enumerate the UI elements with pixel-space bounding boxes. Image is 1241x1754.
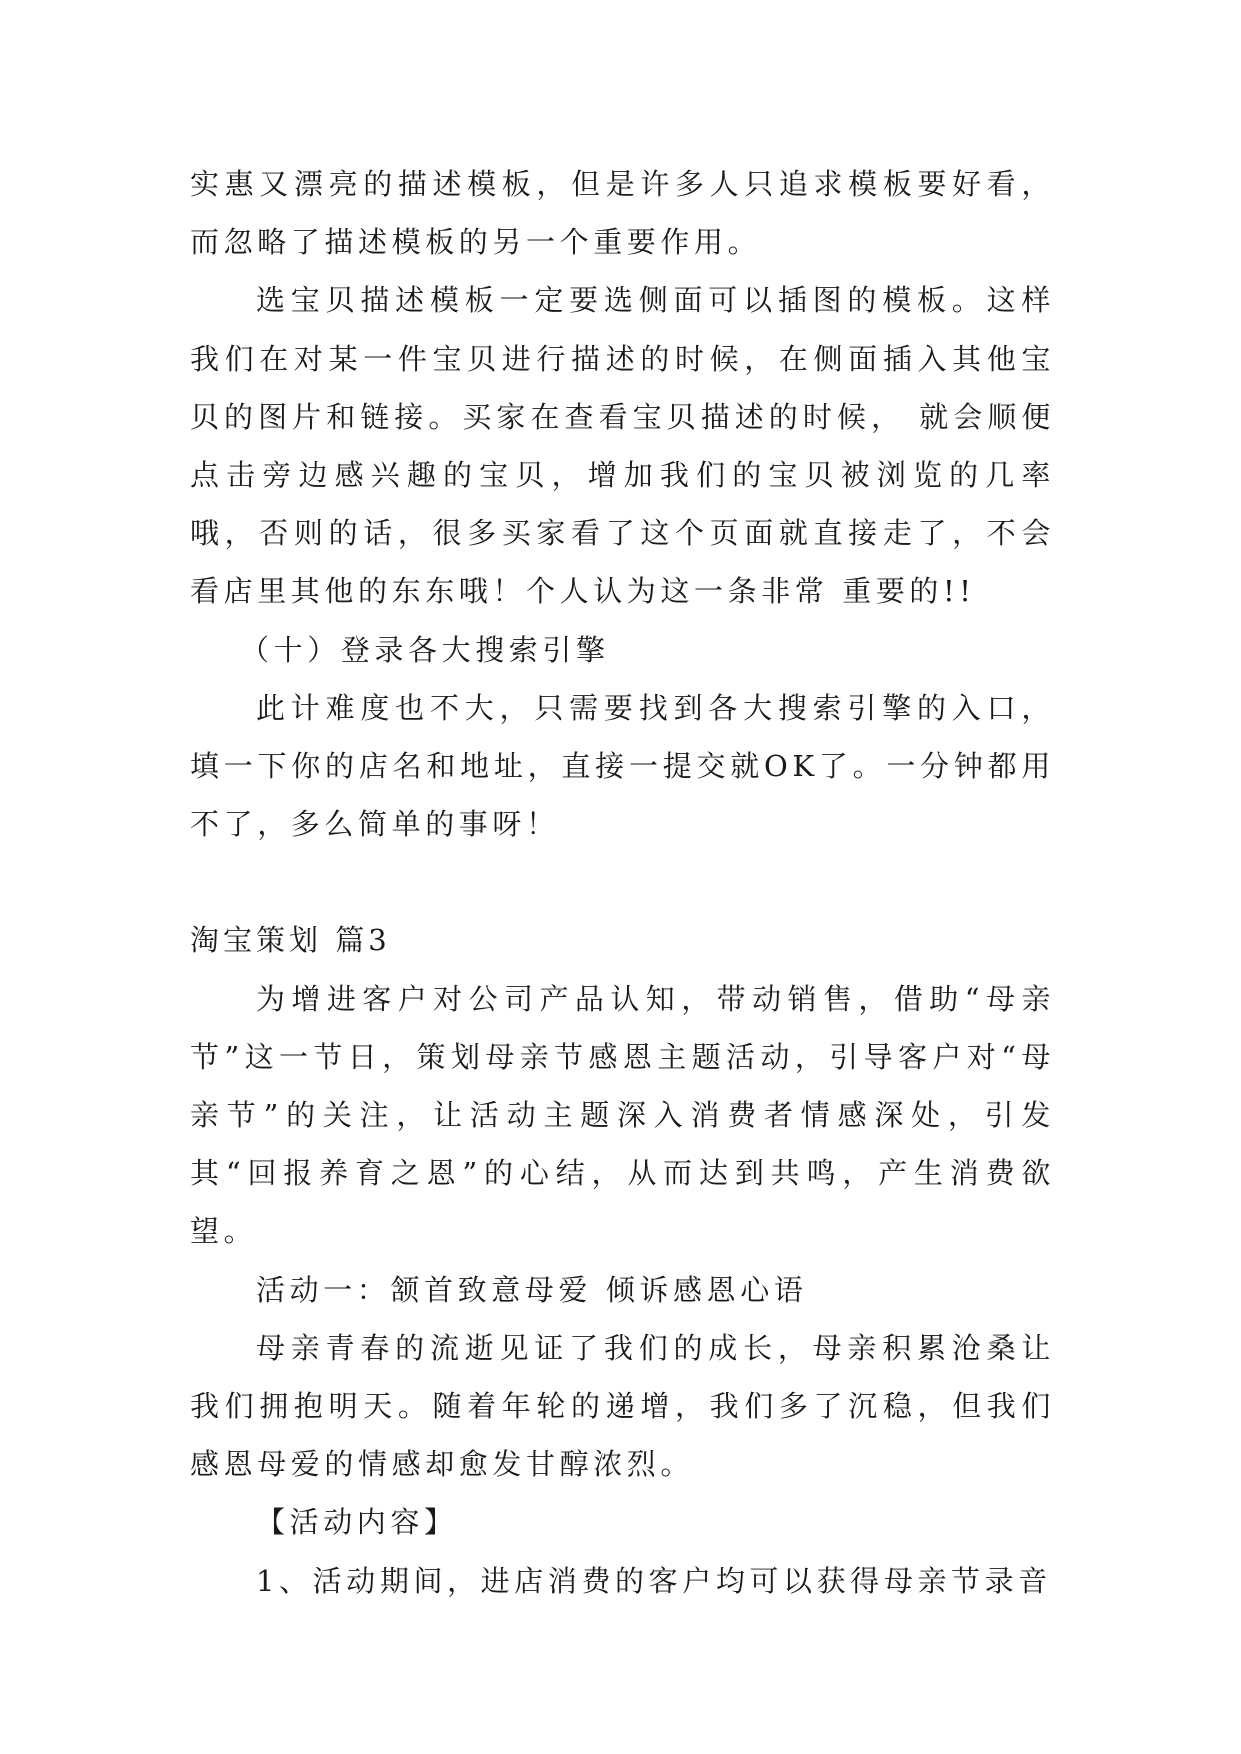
paragraph-search-engines: 此计难度也不大，只需要找到各大搜索引擎的入口，填一下你的店名和地址，直接一提交就OK了。一分钟都用不了，多么简单的事呀！: [190, 690, 1055, 842]
activity-content-label: 【活动内容】: [256, 1505, 458, 1540]
paragraph-template-intro: 实惠又漂亮的描述模板，但是许多人只追求模板要好看，而忽略了描述模板的另一个重要作用。: [190, 167, 1055, 260]
document-body: [190, 155, 1055, 1610]
paragraph-template-choice: 选宝贝描述模板一定要选侧面可以插图的模板。这样我们在对某一件宝贝进行描述的时候，在侧面插入其他宝贝的图片和链接。买家在查看宝贝描述的时候， 就会顺便点击旁边感兴趣的宝贝，增加我们的宝贝被浏览的几率哦，否则的话，很多买家看了这个页面就直接走了，不会看店里其他的东东哦！个人认为这一条非常 重要的!!: [190, 283, 1055, 609]
subheading-search-engines: （十）登录各大搜索引擎: [240, 632, 610, 667]
section-title: 淘宝策划 篇3: [190, 923, 391, 958]
paragraph-mothers-day-intro: 为增进客户对公司产品认知，带动销售，借助“母亲节”这一节日，策划母亲节感恩主题活动，引导客户对“母亲节”的关注，让活动主题深入消费者情感深处，引发其“回报养育之恩”的心结，从而达到共鸣，产生消费欲望。: [190, 981, 1055, 1249]
paragraph-activity-one: 母亲青春的流逝见证了我们的成长，母亲积累沧桑让我们拥抱明天。随着年轮的递增，我们多了沉稳，但我们感恩母爱的情感却愈发甘醇浓烈。: [190, 1330, 1055, 1482]
activity-item-1: 1、活动期间，进店消费的客户均可以获得母亲节录音: [256, 1563, 1052, 1598]
activity-one-title: 活动一：颔首致意母爱 倾诉感恩心语: [256, 1272, 808, 1307]
section-spacer: [190, 853, 1055, 911]
